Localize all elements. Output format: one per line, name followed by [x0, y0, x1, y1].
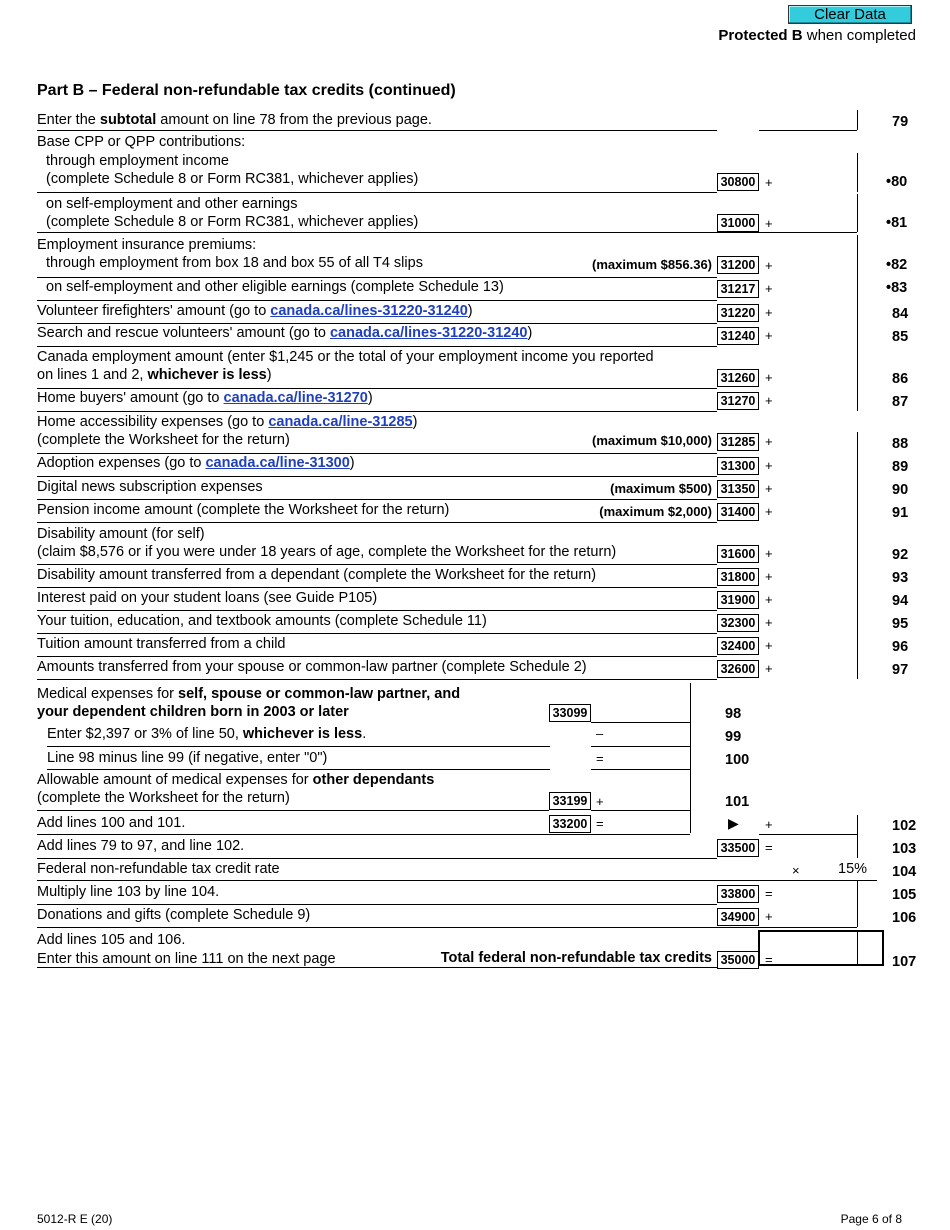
line-81-amount[interactable]	[759, 194, 858, 232]
code-31800: 31800	[717, 568, 759, 586]
link-line-31285[interactable]: canada.ca/line-31285	[268, 414, 413, 430]
line-99-row: Enter $2,397 or 3% of line 50, whichever is less. – 99	[47, 726, 742, 745]
line-85-row: Search and rescue volunteers' amount (go to canada.ca/lines-31220-31240) 31240 + 85	[37, 325, 909, 345]
code-31900: 31900	[717, 591, 759, 609]
line-93-row: Disability amount transferred from a dependant (complete the Worksheet for the return) 31800 + 93	[37, 567, 909, 586]
line-106-row: Donations and gifts (complete Schedule 9) 34900 + 106	[37, 907, 917, 926]
code-34900: 34900	[717, 908, 759, 926]
line-81-row: on self-employment and other earnings (complete Schedule 8 or Form RC381, whichever applies) 31000 + •81	[46, 196, 908, 231]
line-89-amount[interactable]	[759, 453, 858, 476]
line-83-row: on self-employment and other eligible earnings (complete Schedule 13) 31217 + •83	[46, 279, 908, 296]
line-100-amount[interactable]	[591, 749, 690, 769]
line-80-amount[interactable]	[759, 153, 858, 192]
line-80-row: Base CPP or QPP contributions: through employment income (complete Schedule 8 or Form RC381, whichever applies) 30800 + •80	[37, 134, 908, 190]
line-103-amount[interactable]	[759, 835, 858, 858]
line-90-amount[interactable]	[759, 476, 858, 499]
line-91-amount[interactable]	[759, 499, 858, 522]
tax-rate-value: 15%	[838, 861, 868, 877]
link-lines-31220-31240[interactable]: canada.ca/lines-31220-31240	[270, 303, 468, 319]
arrow-right-icon: ▶	[728, 815, 739, 831]
protected-b-label: Protected B when completed	[718, 27, 916, 44]
line-96-row: Tuition amount transferred from a child 32400 + 96	[37, 636, 909, 655]
link-lines-31220-31240-b[interactable]: canada.ca/lines-31220-31240	[329, 325, 528, 341]
code-31220: 31220	[717, 304, 759, 322]
line-88-row: Home accessibility expenses (go to canada.ca/line-31285) (complete the Worksheet for the return) (maximum $10,000) 31285 + 88	[37, 414, 909, 452]
line-79-amount[interactable]	[759, 110, 858, 130]
code-31217: 31217	[717, 280, 759, 298]
line-106-amount[interactable]	[759, 904, 858, 927]
line-105-row: Multiply line 103 by line 104. 33800 = 105	[37, 884, 917, 903]
line-93-amount[interactable]	[759, 564, 858, 587]
line-86-amount[interactable]	[759, 346, 858, 388]
line-94-row: Interest paid on your student loans (see Guide P105) 31900 + 94	[37, 590, 909, 609]
line-107-amount[interactable]	[758, 930, 884, 966]
part-title: Part B – Federal non-refundable tax credits (continued)	[37, 82, 456, 99]
line-102-amount[interactable]	[759, 815, 858, 835]
code-31350: 31350	[717, 480, 759, 498]
clear-data-button[interactable]: Clear Data	[788, 5, 912, 24]
line-107-row: Add lines 105 and 106. Enter this amount on line 111 on the next page Total federal non-refundable tax credits 35000 = 107	[37, 932, 917, 970]
code-31600: 31600	[717, 545, 759, 563]
line-91-row: Pension income amount (complete the Worksheet for the return) (maximum $2,000) 31400 + 91	[37, 502, 909, 521]
code-31200: 31200	[717, 256, 759, 274]
code-30800: 30800	[717, 173, 759, 191]
line-88-amount[interactable]	[759, 432, 858, 453]
line-95-amount[interactable]	[759, 610, 858, 633]
code-31300: 31300	[717, 457, 759, 475]
code-31270: 31270	[717, 392, 759, 410]
line-86-row: Canada employment amount (enter $1,245 or the total of your employment income you reported on lines 1 and 2, whichever is less) 31260 + 86	[37, 349, 909, 387]
code-31285: 31285	[717, 433, 759, 451]
line-84-row: Volunteer firefighters' amount (go to canada.ca/lines-31220-31240) 31220 + 84	[37, 303, 909, 322]
line-98-row: Medical expenses for self, spouse or common-law partner, and your dependent children born in 2003 or later 33099 98	[37, 686, 742, 722]
line-100-row: Line 98 minus line 99 (if negative, enter "0") = 100	[47, 750, 750, 768]
code-31000: 31000	[717, 214, 759, 232]
line-101-row: Allowable amount of medical expenses for other dependants (complete the Worksheet for the return) 33199 + 101	[37, 772, 750, 810]
code-31260: 31260	[717, 369, 759, 387]
line-97-row: Amounts transferred from your spouse or common-law partner (complete Schedule 2) 32600 + 97	[37, 659, 909, 678]
link-line-31270[interactable]: canada.ca/line-31270	[223, 390, 368, 406]
line-102-row: Add lines 100 and 101. 33200 = ▶ + 102	[37, 815, 917, 834]
line-98-amount[interactable]	[591, 702, 690, 722]
code-33200: 33200	[549, 815, 591, 833]
code-32400: 32400	[717, 637, 759, 655]
line-84-amount[interactable]	[759, 300, 858, 323]
line-99-amount[interactable]	[591, 726, 690, 746]
line-95-row: Your tuition, education, and textbook amounts (complete Schedule 11) 32300 + 95	[37, 613, 909, 632]
line-82-amount[interactable]	[759, 235, 858, 277]
page-number: Page 6 of 8	[840, 1212, 902, 1226]
form-id: 5012-R E (20)	[37, 1212, 113, 1226]
code-31240: 31240	[717, 327, 759, 345]
line-105-amount[interactable]	[759, 881, 858, 904]
code-33099: 33099	[549, 704, 591, 722]
line-90-row: Digital news subscription expenses (maximum $500) 31350 + 90	[37, 479, 909, 498]
code-33199: 33199	[549, 792, 591, 810]
code-32600: 32600	[717, 660, 759, 678]
code-35000: 35000	[717, 951, 759, 969]
line-103-row: Add lines 79 to 97, and line 102. 33500 = 103	[37, 838, 917, 857]
line-89-row: Adoption expenses (go to canada.ca/line-31300) 31300 + 89	[37, 455, 909, 475]
code-31400: 31400	[717, 503, 759, 521]
line-83-amount[interactable]	[759, 277, 858, 300]
line-85-amount[interactable]	[759, 323, 858, 346]
line-92-amount[interactable]	[759, 522, 858, 564]
line-94-amount[interactable]	[759, 587, 858, 610]
total-label: Total federal non-refundable tax credits	[440, 950, 712, 966]
link-line-31300[interactable]: canada.ca/line-31300	[205, 455, 350, 471]
line-101-amount[interactable]	[591, 790, 690, 810]
line-82-row: Employment insurance premiums: through employment from box 18 and box 55 of all T4 slips (maximum $856.36) 31200 + •82	[37, 237, 908, 273]
line-87-row: Home buyers' amount (go to canada.ca/line-31270) 31270 + 87	[37, 390, 909, 410]
line-104-row: Federal non-refundable tax credit rate × 15% 104	[37, 861, 917, 880]
line-97-amount[interactable]	[759, 656, 858, 679]
line-87-amount[interactable]	[759, 388, 858, 411]
line-79-row: Enter the subtotal amount on line 78 from the previous page. 79	[37, 112, 909, 130]
line-96-amount[interactable]	[759, 633, 858, 656]
code-33800: 33800	[717, 885, 759, 903]
code-33500: 33500	[717, 839, 759, 857]
line-92-row: Disability amount (for self) (claim $8,576 or if you were under 18 years of age, complete the Worksheet for the return) 31600 + 92	[37, 526, 909, 563]
code-32300: 32300	[717, 614, 759, 632]
